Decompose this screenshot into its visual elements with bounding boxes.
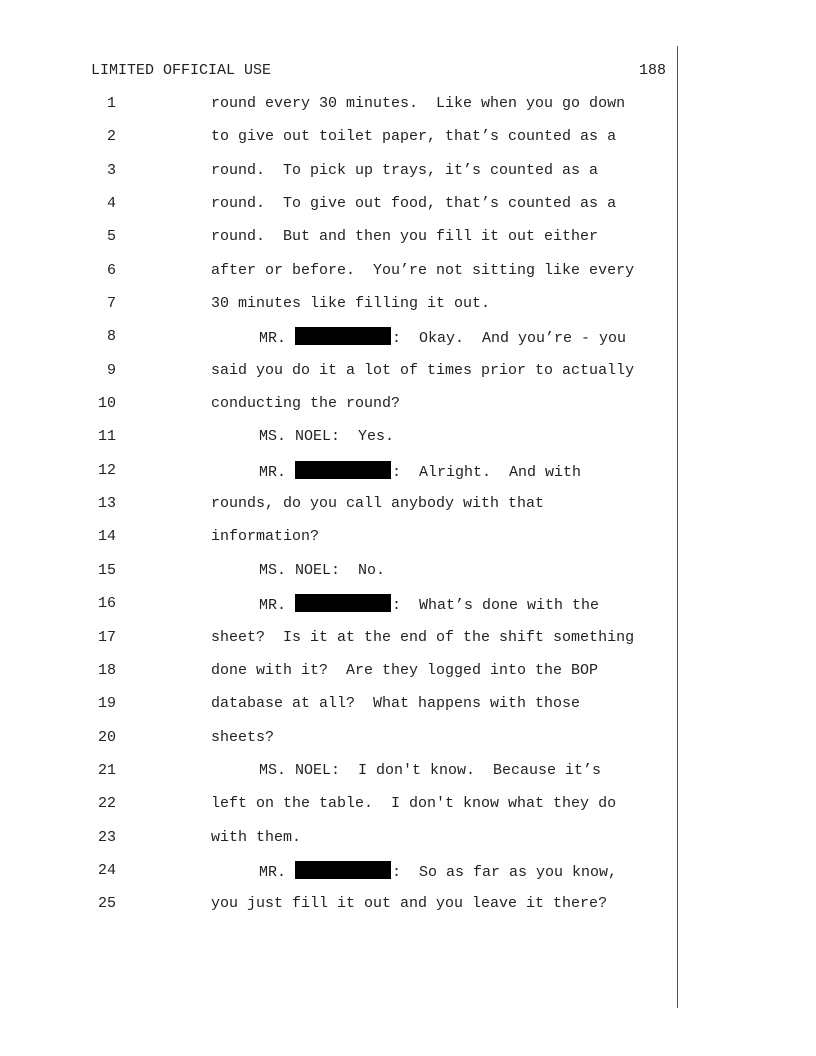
transcript-line xyxy=(0,828,680,861)
line-number: 7 xyxy=(106,295,116,313)
line-text xyxy=(211,828,301,848)
line-number: 5 xyxy=(106,228,116,246)
line-text xyxy=(259,327,626,349)
line-text xyxy=(259,761,601,781)
line-text xyxy=(211,361,634,381)
line-text-pre: with them. xyxy=(211,828,302,846)
line-number: 21 xyxy=(97,761,116,779)
transcript-line xyxy=(0,461,680,494)
line-text-pre: round. To give out food, that’s counted as a xyxy=(211,195,617,213)
line-number: 13 xyxy=(97,495,116,513)
transcript-line xyxy=(0,894,680,927)
line-text xyxy=(259,594,599,616)
line-text-pre: after or before. You’re not sitting like every xyxy=(211,261,635,279)
speaker-label: MR. xyxy=(259,597,296,615)
line-text-post: : Alright. And with xyxy=(392,463,582,481)
line-text xyxy=(259,561,385,581)
line-number: 1 xyxy=(106,95,116,112)
line-number: 22 xyxy=(97,795,116,813)
line-text-pre: done with it? Are they logged into the BOP xyxy=(211,661,599,679)
transcript-line xyxy=(0,194,680,227)
line-number: 24 xyxy=(97,861,116,879)
line-number: 3 xyxy=(106,161,116,179)
line-text xyxy=(259,461,581,483)
line-text xyxy=(211,628,634,648)
transcript-line xyxy=(0,427,680,460)
line-text-pre: MS. NOEL: Yes. xyxy=(259,428,395,446)
line-text-post: : Okay. And you’re - you xyxy=(392,330,627,348)
line-number: 8 xyxy=(106,328,116,346)
line-text xyxy=(211,194,616,214)
line-text-pre: database at all? What happens with those xyxy=(211,695,581,713)
line-text-pre: round. But and then you fill it out either xyxy=(211,228,599,246)
line-number: 20 xyxy=(97,728,116,746)
line-text-pre: you just fill it out and you leave it there? xyxy=(211,895,608,913)
redaction-box xyxy=(295,461,391,479)
transcript-line xyxy=(0,161,680,194)
redaction-box xyxy=(295,861,391,879)
transcript-line xyxy=(0,794,680,827)
line-text-post: : What’s done with the xyxy=(392,597,600,615)
transcript-line xyxy=(0,561,680,594)
line-text xyxy=(211,894,607,914)
line-text xyxy=(211,294,490,314)
line-text-pre: rounds, do you call anybody with that xyxy=(211,495,545,513)
line-text xyxy=(211,794,616,814)
transcript-line xyxy=(0,327,680,360)
transcript-line xyxy=(0,94,680,127)
line-text xyxy=(259,427,394,447)
line-text xyxy=(211,94,625,114)
line-text xyxy=(211,728,274,748)
line-text xyxy=(211,227,598,247)
transcript-line xyxy=(0,361,680,394)
line-text-pre: left on the table. I don't know what they do xyxy=(211,795,617,813)
line-number: 4 xyxy=(106,195,116,213)
line-text xyxy=(211,261,634,281)
line-text xyxy=(211,494,544,514)
line-number: 19 xyxy=(97,695,116,713)
transcript-line xyxy=(0,761,680,794)
line-text-pre: said you do it a lot of times prior to actually xyxy=(211,361,635,379)
line-text xyxy=(211,127,616,147)
line-number: 14 xyxy=(97,528,116,546)
redaction-box xyxy=(295,594,391,612)
line-number: 11 xyxy=(97,428,116,446)
line-text xyxy=(211,661,598,681)
transcript-line xyxy=(0,227,680,260)
transcript-line xyxy=(0,127,680,160)
line-number: 9 xyxy=(106,361,116,379)
line-number: 23 xyxy=(97,828,116,846)
line-number: 12 xyxy=(97,461,116,479)
line-text-pre: to give out toilet paper, that’s counted as a xyxy=(211,128,617,146)
line-number: 18 xyxy=(97,661,116,679)
transcript-line xyxy=(0,694,680,727)
transcript-line xyxy=(0,494,680,527)
transcript-line xyxy=(0,728,680,761)
line-text-pre: 30 minutes like filling it out. xyxy=(211,295,491,313)
line-text xyxy=(211,394,400,414)
line-text xyxy=(211,527,319,547)
line-text-pre: round every 30 minutes. Like when you go down xyxy=(211,95,626,112)
line-text-pre: information? xyxy=(211,528,320,546)
page-number: 188 xyxy=(638,62,666,79)
line-number: 17 xyxy=(97,628,116,646)
transcript-line xyxy=(0,628,680,661)
line-number: 25 xyxy=(97,895,116,913)
transcript-line xyxy=(0,594,680,627)
transcript-line xyxy=(0,527,680,560)
transcript-line xyxy=(0,294,680,327)
line-number: 15 xyxy=(97,561,116,579)
transcript-lines xyxy=(0,94,680,928)
line-number: 16 xyxy=(97,595,116,613)
line-number: 2 xyxy=(106,128,116,146)
line-text xyxy=(259,861,617,883)
line-text-pre: sheet? Is it at the end of the shift something xyxy=(211,628,635,646)
transcript-line xyxy=(0,261,680,294)
line-text-pre: sheets? xyxy=(211,728,275,746)
line-text-pre: MS. NOEL: No. xyxy=(259,561,386,579)
redaction-box xyxy=(295,327,391,345)
transcript-line xyxy=(0,661,680,694)
line-text-pre: round. To pick up trays, it’s counted as a xyxy=(211,161,599,179)
classification-header: LIMITED OFFICIAL USE xyxy=(91,62,272,79)
line-number: 6 xyxy=(106,261,116,279)
transcript-line xyxy=(0,861,680,894)
speaker-label: MR. xyxy=(259,463,296,481)
line-number: 10 xyxy=(97,395,116,413)
speaker-label: MR. xyxy=(259,330,296,348)
line-text-pre: MS. NOEL: I don't know. Because it’s xyxy=(259,761,602,779)
line-text-pre: conducting the round? xyxy=(211,395,401,413)
speaker-label: MR. xyxy=(259,863,296,881)
line-text-post: : So as far as you know, xyxy=(392,863,618,881)
line-text xyxy=(211,161,598,181)
transcript-line xyxy=(0,394,680,427)
line-text xyxy=(211,694,580,714)
